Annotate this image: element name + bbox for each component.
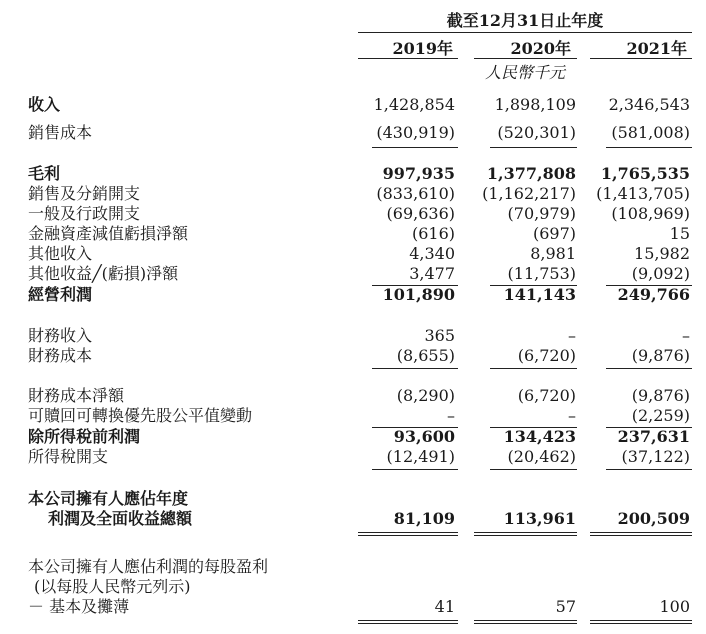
subtotal-rule xyxy=(606,469,692,470)
value-2020: (520,301) xyxy=(497,123,576,142)
table-row xyxy=(0,184,706,204)
row-label: 本公司擁有人應佔利潤的每股盈利 xyxy=(28,557,269,576)
value-2020: (20,462) xyxy=(507,447,576,466)
subtotal-rule xyxy=(490,469,577,470)
period-header: 截至12月31日止年度 xyxy=(446,11,604,30)
value-2021: (9,876) xyxy=(631,346,690,365)
period-header-rule xyxy=(358,32,692,33)
table-row xyxy=(0,326,706,346)
value-2019: (12,491) xyxy=(386,447,455,466)
row-label: 經營利潤 xyxy=(28,285,93,304)
value-2021: 15,982 xyxy=(634,244,690,263)
row-label: 財務成本淨額 xyxy=(28,386,125,405)
value-2019: (430,919) xyxy=(376,123,455,142)
table-row xyxy=(0,346,706,366)
table-row xyxy=(0,447,706,467)
total-double-rule xyxy=(474,532,577,536)
row-label: (以每股人民幣元列示) xyxy=(34,577,191,596)
subtotal-rule xyxy=(606,368,692,369)
value-2020: 134,423 xyxy=(503,427,576,446)
row-label: 其他收益╱(虧損)淨額 xyxy=(28,264,179,283)
value-2021: (2,259) xyxy=(631,406,690,425)
year-2020-header: 2020年 xyxy=(510,39,571,58)
table-row xyxy=(0,386,706,406)
subtotal-rule xyxy=(372,469,458,470)
value-2019: (616) xyxy=(411,224,455,243)
total-double-rule xyxy=(474,620,577,624)
value-2020: 113,961 xyxy=(503,509,576,528)
value-2020: – xyxy=(568,326,576,345)
subtotal-rule xyxy=(372,368,458,369)
value-2019: (8,655) xyxy=(396,346,455,365)
value-2021: 2,346,543 xyxy=(608,95,690,114)
value-2019: 365 xyxy=(424,326,455,345)
row-label: 財務收入 xyxy=(28,326,93,345)
row-label: 其他收入 xyxy=(28,244,93,263)
value-2019: 1,428,854 xyxy=(373,95,455,114)
row-label: 可贖回可轉換優先股公平值變動 xyxy=(28,406,253,425)
table-row xyxy=(0,264,706,284)
value-2021: 249,766 xyxy=(617,285,690,304)
total-double-rule xyxy=(358,620,458,624)
year-2021-header: 2021年 xyxy=(626,39,687,58)
value-2021: (9,876) xyxy=(631,386,690,405)
value-2020: 1,377,808 xyxy=(486,164,576,183)
value-2020: 141,143 xyxy=(503,285,576,304)
value-2020: (1,162,217) xyxy=(482,184,576,203)
value-2020: (6,720) xyxy=(517,386,576,405)
currency-unit: 人民幣千元 xyxy=(484,63,565,82)
table-row xyxy=(0,489,706,509)
value-2019: (69,636) xyxy=(386,204,455,223)
value-2019: (8,290) xyxy=(396,386,455,405)
row-label: 除所得稅前利潤 xyxy=(28,427,141,446)
value-2020: 1,898,109 xyxy=(494,95,576,114)
table-row xyxy=(0,427,706,447)
total-double-rule xyxy=(590,620,692,624)
table-row xyxy=(0,224,706,244)
year-2019-rule xyxy=(358,58,458,59)
row-label: 金融資產減值虧損淨額 xyxy=(28,224,189,243)
table-row xyxy=(0,285,706,305)
value-2021: (37,122) xyxy=(621,447,690,466)
value-2019: 101,890 xyxy=(382,285,455,304)
row-label: 財務成本 xyxy=(28,346,93,365)
row-label: 本公司擁有人應佔年度 xyxy=(28,489,189,508)
value-2020: (11,753) xyxy=(507,264,576,283)
value-2020: – xyxy=(568,406,576,425)
total-double-rule xyxy=(590,532,692,536)
value-2020: (70,979) xyxy=(507,204,576,223)
value-2019: 997,935 xyxy=(382,164,455,183)
value-2019: 3,477 xyxy=(409,264,455,283)
table-row xyxy=(0,557,706,577)
year-2021-rule xyxy=(590,58,692,59)
value-2021: 100 xyxy=(659,597,690,616)
year-2019-header: 2019年 xyxy=(392,39,453,58)
value-2021: 15 xyxy=(669,224,690,243)
table-row xyxy=(0,509,706,529)
value-2021: (1,413,705) xyxy=(596,184,690,203)
value-2021: (9,092) xyxy=(631,264,690,283)
value-2019: 93,600 xyxy=(393,427,455,446)
value-2021: (581,008) xyxy=(611,123,690,142)
total-double-rule xyxy=(358,532,458,536)
table-row xyxy=(0,204,706,224)
value-2019: – xyxy=(447,406,455,425)
row-label: 所得稅開支 xyxy=(28,447,109,466)
value-2019: 4,340 xyxy=(409,244,455,263)
table-row xyxy=(0,597,706,617)
row-label: 利潤及全面收益總額 xyxy=(48,509,193,528)
row-label: － 基本及攤薄 xyxy=(28,597,130,616)
value-2020: (697) xyxy=(532,224,576,243)
value-2021: 1,765,535 xyxy=(600,164,690,183)
value-2021: – xyxy=(682,326,690,345)
value-2019: 81,109 xyxy=(393,509,455,528)
value-2019: 41 xyxy=(434,597,455,616)
row-label: 銷售及分銷開支 xyxy=(28,184,141,203)
table-row xyxy=(0,164,706,184)
row-label: 收入 xyxy=(28,95,61,114)
row-label: 一般及行政開支 xyxy=(28,204,141,223)
subtotal-rule xyxy=(490,147,577,148)
value-2020: 57 xyxy=(555,597,576,616)
table-row xyxy=(0,123,706,143)
value-2020: (6,720) xyxy=(517,346,576,365)
subtotal-rule xyxy=(372,147,458,148)
value-2021: (108,969) xyxy=(611,204,690,223)
value-2021: 237,631 xyxy=(617,427,690,446)
subtotal-rule xyxy=(606,147,692,148)
table-row xyxy=(0,244,706,264)
value-2020: 8,981 xyxy=(530,244,576,263)
row-label: 毛利 xyxy=(28,164,61,183)
value-2019: (833,610) xyxy=(376,184,455,203)
value-2021: 200,509 xyxy=(617,509,690,528)
year-2020-rule xyxy=(474,58,577,59)
subtotal-rule xyxy=(490,368,577,369)
table-row xyxy=(0,406,706,426)
table-row xyxy=(0,95,706,115)
row-label: 銷售成本 xyxy=(28,123,93,142)
table-row xyxy=(0,577,706,597)
